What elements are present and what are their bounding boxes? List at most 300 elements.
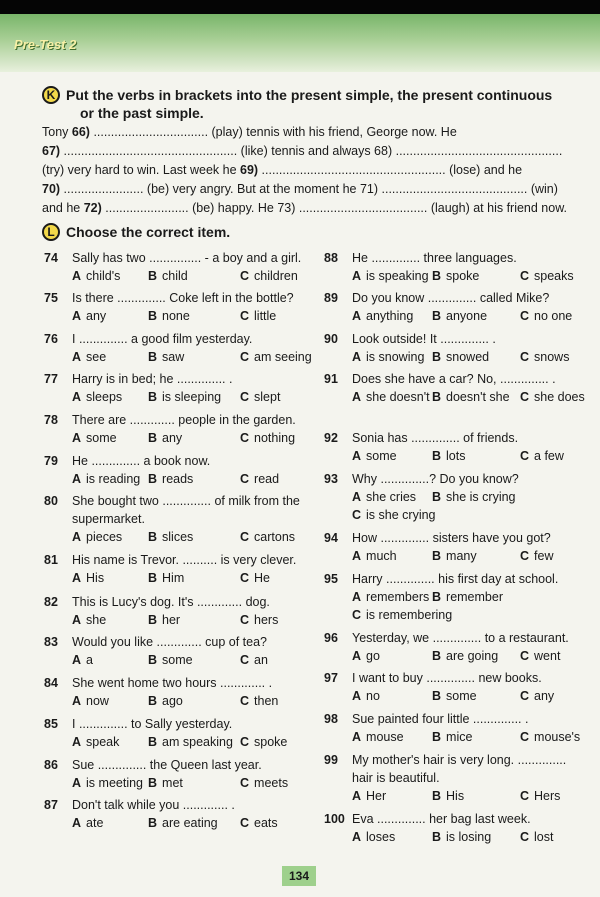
option-b (148, 349, 184, 365)
option-text: spoke (254, 735, 288, 749)
option-letter: C (240, 816, 250, 830)
option-letter: A (352, 689, 362, 703)
option-c (520, 548, 553, 564)
option-text: met (162, 776, 183, 790)
option-text: slices (162, 530, 194, 544)
option-c (240, 349, 312, 365)
question-text: Would you like ............. cup of tea? (72, 635, 268, 649)
option-letter: A (72, 694, 82, 708)
question-text: I .............. to Sally yesterday. (72, 717, 233, 731)
option-text: mouse's (534, 730, 581, 744)
section-k-line (42, 143, 584, 159)
question-number: 92 (324, 431, 338, 445)
option-letter: A (352, 490, 362, 504)
option-a (72, 570, 104, 586)
option-letter: B (148, 309, 158, 323)
option-text: lots (446, 449, 466, 463)
option-a (352, 648, 380, 664)
line-text: .................................................. (like) tennis and always 68) ................................................ (60, 144, 563, 158)
option-text: anyone (446, 309, 488, 323)
option-b (148, 389, 221, 405)
option-letter: A (72, 653, 82, 667)
option-text: any (162, 431, 183, 445)
option-letter: C (520, 390, 530, 404)
option-text: am seeing (254, 350, 312, 364)
option-letter: B (148, 613, 158, 627)
section-k-line (42, 124, 584, 140)
option-b (148, 775, 183, 791)
option-text: little (254, 309, 277, 323)
option-text: she is crying (446, 490, 516, 504)
option-text: is remembering (366, 608, 453, 622)
section-l-badge: L (42, 223, 60, 241)
line-text: ..................................................... (lose) and he (258, 163, 523, 177)
option-text: an (254, 653, 268, 667)
question-text: She bought two .............. of milk from the (72, 494, 300, 508)
option-b (148, 430, 182, 446)
option-text: is snowing (366, 350, 425, 364)
option-letter: C (352, 608, 362, 622)
option-letter: C (240, 350, 250, 364)
option-letter: A (72, 350, 82, 364)
question-text: He .............. a book now. (72, 454, 211, 468)
option-text: then (254, 694, 279, 708)
option-text: cartons (254, 530, 296, 544)
question-text: This is Lucy's dog. It's ............. dog. (72, 595, 270, 609)
option-letter: B (432, 309, 442, 323)
option-c (240, 430, 295, 446)
option-text: went (534, 649, 561, 663)
question-number: 98 (324, 712, 338, 726)
option-c (352, 607, 452, 623)
question-text: Sue painted four little .............. . (352, 712, 529, 726)
option-a (352, 268, 429, 284)
option-b (432, 548, 477, 564)
option-letter: B (432, 590, 442, 604)
option-text: she (86, 613, 107, 627)
question-text: Harry is in bed; he .............. . (72, 372, 233, 386)
option-letter: A (352, 549, 362, 563)
question-number: 79 (44, 454, 58, 468)
option-text: ago (162, 694, 183, 708)
option-c (240, 570, 270, 586)
question-number: 76 (44, 332, 58, 346)
option-text: am speaking (162, 735, 233, 749)
option-text: children (254, 269, 298, 283)
option-text: some (446, 689, 477, 703)
option-b (432, 589, 503, 605)
section-k-instruction-line2: or the past simple. (80, 105, 204, 121)
option-letter: C (520, 689, 530, 703)
question-number: 74 (44, 251, 58, 265)
option-b (148, 612, 180, 628)
section-k-instruction-line1: Put the verbs in brackets into the present simple, the present continuous (66, 87, 553, 103)
option-c (520, 688, 554, 704)
option-letter: C (520, 789, 530, 803)
option-a (352, 389, 430, 405)
option-text: no one (534, 309, 573, 323)
option-letter: A (72, 431, 82, 445)
option-a (72, 349, 106, 365)
option-text: meets (254, 776, 289, 790)
option-text: see (86, 350, 107, 364)
option-text: saw (162, 350, 185, 364)
question-text: Is there .............. Coke left in the bottle? (72, 291, 294, 305)
question-number: 90 (324, 332, 338, 346)
option-c (240, 815, 278, 831)
option-a (72, 389, 122, 405)
question-text: Sue .............. the Queen last year. (72, 758, 262, 772)
option-c (240, 612, 278, 628)
option-a (72, 775, 143, 791)
page-number: 134 (282, 866, 316, 886)
option-text: speaks (534, 269, 574, 283)
option-text: no (366, 689, 380, 703)
option-text: child (162, 269, 188, 283)
option-letter: A (352, 649, 362, 663)
question-number: 83 (44, 635, 58, 649)
line-text: ................................. (play) tennis with his friend, George now. He (89, 125, 457, 139)
question-text: Do you know .............. called Mike? (352, 291, 550, 305)
option-text: a few (534, 449, 564, 463)
option-letter: A (352, 350, 362, 364)
option-a (72, 734, 119, 750)
option-letter: A (72, 390, 82, 404)
option-text: is speaking (366, 269, 429, 283)
option-letter: A (72, 269, 82, 283)
question-number: 81 (44, 553, 58, 567)
option-a (352, 688, 380, 704)
section-l-instruction: Choose the correct item. (66, 224, 231, 240)
option-a (72, 693, 109, 709)
option-text: are going (446, 649, 499, 663)
option-letter: B (432, 350, 442, 364)
option-letter: B (432, 649, 442, 663)
option-c (240, 308, 276, 324)
question-number: 89 (324, 291, 338, 305)
option-c (240, 775, 288, 791)
option-text: any (86, 309, 107, 323)
option-text: is reading (86, 472, 141, 486)
question-text: She went home two hours ............. . (72, 676, 273, 690)
option-text: many (446, 549, 477, 563)
option-c (520, 788, 560, 804)
option-letter: B (148, 816, 158, 830)
option-text: remembers (366, 590, 430, 604)
option-letter: B (432, 730, 442, 744)
top-black-strip (0, 0, 600, 14)
option-b (432, 308, 487, 324)
option-b (432, 729, 472, 745)
option-text: a (86, 653, 93, 667)
option-a (352, 788, 386, 804)
option-c (240, 693, 278, 709)
option-text: He (254, 571, 271, 585)
item-number: 66) (71, 125, 90, 139)
option-text: read (254, 472, 280, 486)
option-a (352, 448, 397, 464)
option-b (148, 471, 193, 487)
option-text: is she crying (366, 508, 436, 522)
option-a (72, 471, 140, 487)
option-letter: C (240, 694, 250, 708)
option-text: any (534, 689, 555, 703)
question-number: 96 (324, 631, 338, 645)
question-text: Yesterday, we .............. to a restaurant. (352, 631, 569, 645)
question-text: Sally has two ............... - a boy and a girl. (72, 251, 302, 265)
question-number: 85 (44, 717, 58, 731)
option-letter: B (148, 694, 158, 708)
option-letter: B (432, 490, 442, 504)
option-text: spoke (446, 269, 480, 283)
item-number: 69) (240, 163, 259, 177)
option-b (148, 815, 218, 831)
option-text: snowed (446, 350, 490, 364)
option-letter: B (432, 830, 442, 844)
option-letter: B (432, 390, 442, 404)
option-c (240, 529, 295, 545)
option-b (432, 268, 479, 284)
question-number: 100 (324, 812, 345, 826)
option-text: slept (254, 390, 281, 404)
option-letter: C (520, 730, 530, 744)
option-letter: B (148, 776, 158, 790)
option-c (520, 389, 585, 405)
option-a (72, 612, 106, 628)
option-text: His (86, 571, 105, 585)
option-letter: C (240, 776, 250, 790)
option-c (520, 448, 564, 464)
option-letter: C (240, 431, 250, 445)
question-number: 93 (324, 472, 338, 486)
option-text: eats (254, 816, 278, 830)
option-letter: A (72, 613, 82, 627)
line-prefix: (try) very hard to win. Last week he (42, 163, 240, 177)
option-a (352, 349, 424, 365)
question-text: I .............. a good film yesterday. (72, 332, 253, 346)
section-k-line (42, 181, 584, 197)
option-letter: B (148, 350, 158, 364)
option-letter: A (72, 816, 82, 830)
item-number: 67) (42, 144, 61, 158)
question-number: 82 (44, 595, 58, 609)
option-b (148, 268, 188, 284)
option-a (72, 652, 93, 668)
option-letter: C (240, 390, 250, 404)
option-text: mice (446, 730, 473, 744)
option-c (520, 648, 560, 664)
line-prefix: Tony (42, 125, 72, 139)
option-letter: C (520, 309, 530, 323)
question-number: 91 (324, 372, 338, 386)
option-letter: B (148, 472, 158, 486)
option-text: now (86, 694, 109, 708)
option-text: pieces (86, 530, 123, 544)
option-letter: C (240, 530, 250, 544)
option-c (240, 734, 287, 750)
question-text: Does she have a car? No, .............. . (352, 372, 556, 386)
question-number: 86 (44, 758, 58, 772)
option-letter: A (352, 789, 362, 803)
option-letter: C (520, 830, 530, 844)
option-text: ate (86, 816, 104, 830)
option-text: child's (86, 269, 121, 283)
question-number: 77 (44, 372, 58, 386)
option-letter: C (240, 269, 250, 283)
question-text: How .............. sisters have you got? (352, 531, 551, 545)
question-text: Eva .............. her bag last week. (352, 812, 531, 826)
option-text: Him (162, 571, 185, 585)
question-number: 99 (324, 753, 338, 767)
option-text: none (162, 309, 190, 323)
option-c (352, 507, 436, 523)
option-letter: C (240, 309, 250, 323)
option-text: doesn't she (446, 390, 510, 404)
option-letter: A (72, 735, 82, 749)
option-c (240, 389, 280, 405)
question-number: 84 (44, 676, 58, 690)
option-text: is meeting (86, 776, 144, 790)
option-a (352, 308, 413, 324)
option-b (148, 529, 193, 545)
page-title: Pre-Test 2 (14, 37, 77, 52)
item-number: 72) (83, 201, 102, 215)
option-letter: B (148, 390, 158, 404)
option-b (432, 349, 489, 365)
option-letter: C (520, 350, 530, 364)
option-c (240, 471, 279, 487)
option-a (72, 815, 103, 831)
option-b (432, 389, 510, 405)
option-text: nothing (254, 431, 296, 445)
option-b (148, 734, 233, 750)
option-letter: A (352, 830, 362, 844)
option-letter: A (72, 309, 82, 323)
question-number: 75 (44, 291, 58, 305)
option-text: mouse (366, 730, 404, 744)
option-text: she doesn't (366, 390, 430, 404)
option-letter: B (148, 530, 158, 544)
option-text: is losing (446, 830, 492, 844)
option-b (148, 570, 184, 586)
option-letter: C (240, 613, 250, 627)
option-letter: B (148, 269, 158, 283)
option-letter: A (72, 776, 82, 790)
option-text: some (162, 653, 193, 667)
option-letter: A (352, 269, 362, 283)
question-text: My mother's hair is very long. .............. (352, 753, 567, 767)
option-text: Hers (534, 789, 561, 803)
option-letter: A (352, 449, 362, 463)
question-text: Why ..............? Do you know? (352, 472, 519, 486)
option-a (352, 589, 429, 605)
option-letter: B (432, 789, 442, 803)
option-text: sleeps (86, 390, 123, 404)
option-a (72, 268, 120, 284)
option-b (148, 308, 190, 324)
option-c (520, 268, 574, 284)
question-number: 94 (324, 531, 338, 545)
section-k-line (42, 162, 584, 178)
option-letter: B (148, 653, 158, 667)
option-text: few (534, 549, 554, 563)
option-b (432, 648, 498, 664)
item-number: 70) (42, 182, 61, 196)
option-letter: A (352, 730, 362, 744)
option-text: lost (534, 830, 554, 844)
option-text: her (162, 613, 181, 627)
question-number: 97 (324, 671, 338, 685)
question-number: 87 (44, 798, 58, 812)
page-header-band (0, 14, 600, 72)
option-text: reads (162, 472, 194, 486)
option-c (520, 729, 580, 745)
question-text: Look outside! It .............. . (352, 332, 496, 346)
section-k-line (42, 200, 584, 216)
option-b (432, 788, 464, 804)
option-a (72, 430, 117, 446)
question-text: hair is beautiful. (352, 771, 440, 785)
option-letter: C (240, 472, 250, 486)
option-text: anything (366, 309, 414, 323)
option-a (72, 529, 122, 545)
option-letter: A (352, 309, 362, 323)
option-letter: C (520, 649, 530, 663)
question-text: supermarket. (72, 512, 145, 526)
option-letter: B (148, 431, 158, 445)
line-text: ........................ (be) happy. He 73) ..................................... (laugh) at his friend now. (101, 201, 568, 215)
question-text: There are ............. people in the garden. (72, 413, 296, 427)
option-letter: A (72, 530, 82, 544)
option-letter: B (432, 549, 442, 563)
option-a (352, 829, 395, 845)
option-c (520, 308, 572, 324)
option-text: she does (534, 390, 585, 404)
option-c (240, 652, 268, 668)
option-text: loses (366, 830, 396, 844)
option-b (148, 693, 183, 709)
option-letter: C (240, 735, 250, 749)
option-text: Her (366, 789, 387, 803)
option-letter: C (352, 508, 362, 522)
option-b (432, 448, 465, 464)
option-text: hers (254, 613, 279, 627)
option-text: she cries (366, 490, 417, 504)
option-text: snows (534, 350, 570, 364)
question-text: Don't talk while you ............. . (72, 798, 235, 812)
line-prefix: and he (42, 201, 84, 215)
option-c (240, 268, 298, 284)
question-number: 88 (324, 251, 338, 265)
option-letter: C (520, 549, 530, 563)
question-text: His name is Trevor. .......... is very clever. (72, 553, 297, 567)
option-c (520, 349, 569, 365)
section-k-badge: K (42, 86, 60, 104)
option-letter: A (72, 472, 82, 486)
question-text: Harry .............. his first day at school. (352, 572, 559, 586)
option-letter: C (240, 653, 250, 667)
line-text: ....................... (be) very angry. But at the moment he 71) .......................................... (win) (60, 182, 558, 196)
option-a (72, 308, 106, 324)
option-b (432, 489, 516, 505)
option-a (352, 729, 404, 745)
option-text: some (86, 431, 117, 445)
option-text: much (366, 549, 397, 563)
option-text: some (366, 449, 397, 463)
option-letter: B (148, 735, 158, 749)
question-text: Sonia has .............. of friends. (352, 431, 519, 445)
question-number: 80 (44, 494, 58, 508)
